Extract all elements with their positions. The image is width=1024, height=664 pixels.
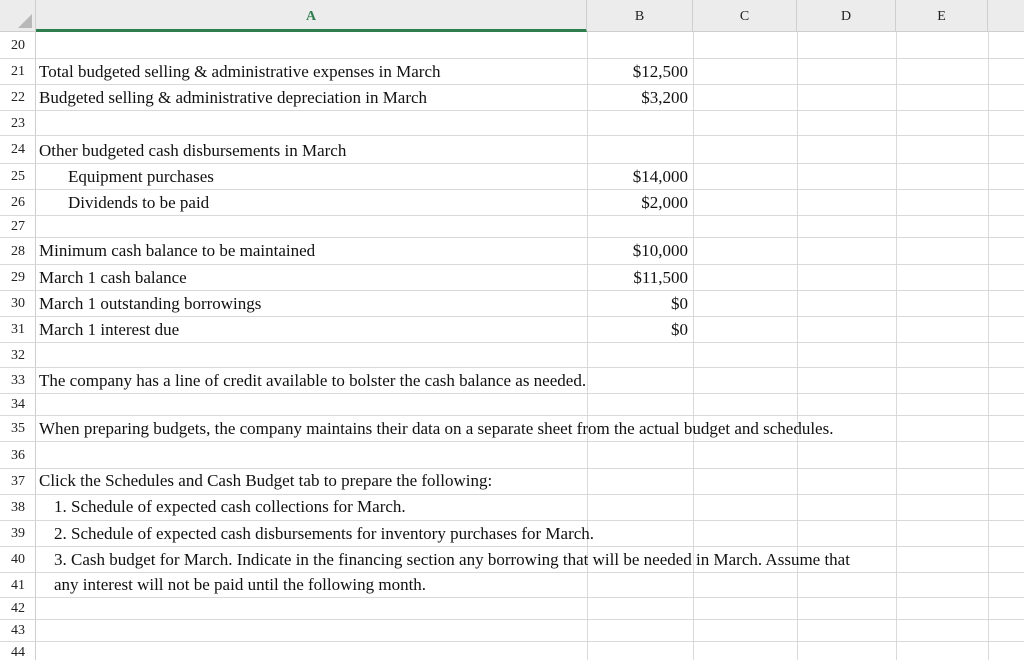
cell-a26[interactable]: Dividends to be paid: [68, 193, 210, 212]
cell-a21[interactable]: Total budgeted selling & administrative expenses in March: [39, 62, 441, 81]
cell-a31[interactable]: March 1 interest due: [39, 320, 180, 339]
cell-a37[interactable]: Click the Schedules and Cash Budget tab to prepare the following:: [39, 471, 493, 490]
grid-line: [36, 415, 1024, 416]
row-header-36[interactable]: 36: [0, 442, 36, 469]
cell-b22[interactable]: $3,200: [641, 88, 688, 107]
grid-line: [36, 367, 1024, 368]
row-header-41[interactable]: 41: [0, 573, 36, 598]
cell-b29[interactable]: $11,500: [633, 268, 688, 287]
column-header-b[interactable]: B: [587, 0, 693, 32]
grid-line: [36, 189, 1024, 190]
cell-a38[interactable]: 1. Schedule of expected cash collections for March.: [54, 497, 406, 516]
column-header-d[interactable]: D: [797, 0, 896, 32]
cell-b25[interactable]: $14,000: [632, 167, 688, 186]
grid-line: [36, 215, 1024, 216]
grid-line: [36, 237, 1024, 238]
grid-line: [36, 468, 1024, 469]
grid-line: [36, 135, 1024, 136]
row-header-42[interactable]: 42: [0, 598, 36, 620]
cell-a28[interactable]: Minimum cash balance to be maintained: [39, 241, 316, 260]
cell-b28[interactable]: $10,000: [632, 241, 688, 260]
grid-line: [36, 290, 1024, 291]
row-header-32[interactable]: 32: [0, 343, 36, 368]
grid-line: [36, 393, 1024, 394]
cell-a39[interactable]: 2. Schedule of expected cash disbursements for inventory purchases for March.: [54, 524, 595, 543]
cell-a35[interactable]: When preparing budgets, the company maintains their data on a separate sheet from the actual budget and schedules.: [39, 419, 834, 438]
cell-b30[interactable]: $0: [671, 294, 688, 313]
row-header-33[interactable]: 33: [0, 368, 36, 394]
grid-line: [36, 597, 1024, 598]
cell-a33[interactable]: The company has a line of credit available to bolster the cash balance as needed.: [39, 371, 587, 390]
row-header-28[interactable]: 28: [0, 238, 36, 265]
row-header-39[interactable]: 39: [0, 521, 36, 547]
grid-line: [36, 441, 1024, 442]
cell-a40[interactable]: 3. Cash budget for March. Indicate in the financing section any borrowing that will be needed in March. Assume that: [54, 550, 850, 569]
grid-line: [988, 32, 989, 660]
row-header-23[interactable]: 23: [0, 111, 36, 136]
grid-line: [36, 110, 1024, 111]
row-header-25[interactable]: 25: [0, 164, 36, 190]
grid-line: [36, 84, 1024, 85]
row-header-35[interactable]: 35: [0, 416, 36, 442]
row-header-29[interactable]: 29: [0, 265, 36, 291]
grid-line: [36, 58, 1024, 59]
grid-line: [36, 572, 1024, 573]
row-header-26[interactable]: 26: [0, 190, 36, 216]
row-header-34[interactable]: 34: [0, 394, 36, 416]
row-header-22[interactable]: 22: [0, 85, 36, 111]
row-header-38[interactable]: 38: [0, 495, 36, 521]
cell-b26[interactable]: $2,000: [641, 193, 688, 212]
grid-line: [36, 619, 1024, 620]
grid-line: [36, 546, 1024, 547]
grid-line: [36, 163, 1024, 164]
row-header-37[interactable]: 37: [0, 469, 36, 495]
cell-b21[interactable]: $12,500: [632, 62, 688, 81]
row-header-43[interactable]: 43: [0, 620, 36, 642]
row-header-20[interactable]: 20: [0, 32, 36, 59]
row-header-27[interactable]: 27: [0, 216, 36, 238]
column-header-e[interactable]: E: [896, 0, 988, 32]
grid-line: [36, 641, 1024, 642]
cell-a22[interactable]: Budgeted selling & administrative depreciation in March: [39, 88, 428, 107]
grid-line: [896, 32, 897, 660]
row-header-30[interactable]: 30: [0, 291, 36, 317]
row-header-21[interactable]: 21: [0, 59, 36, 85]
grid-line: [36, 494, 1024, 495]
column-header-f[interactable]: [988, 0, 1024, 32]
select-all-corner[interactable]: [0, 0, 36, 32]
grid-line: [36, 316, 1024, 317]
cell-a41[interactable]: any interest will not be paid until the following month.: [54, 575, 427, 594]
select-all-icon: [18, 14, 32, 28]
row-header-31[interactable]: 31: [0, 317, 36, 343]
row-header-44[interactable]: 44: [0, 642, 36, 660]
cell-a29[interactable]: March 1 cash balance: [39, 268, 187, 287]
cell-a30[interactable]: March 1 outstanding borrowings: [39, 294, 262, 313]
grid-line: [36, 342, 1024, 343]
cell-a24[interactable]: Other budgeted cash disbursements in March: [39, 141, 347, 160]
grid-line: [36, 520, 1024, 521]
grid-line: [36, 264, 1024, 265]
cell-b31[interactable]: $0: [671, 320, 688, 339]
row-header-24[interactable]: 24: [0, 136, 36, 164]
column-header-c[interactable]: C: [693, 0, 797, 32]
column-header-a[interactable]: A: [36, 0, 587, 32]
cell-a25[interactable]: Equipment purchases: [68, 167, 214, 186]
row-header-40[interactable]: 40: [0, 547, 36, 573]
